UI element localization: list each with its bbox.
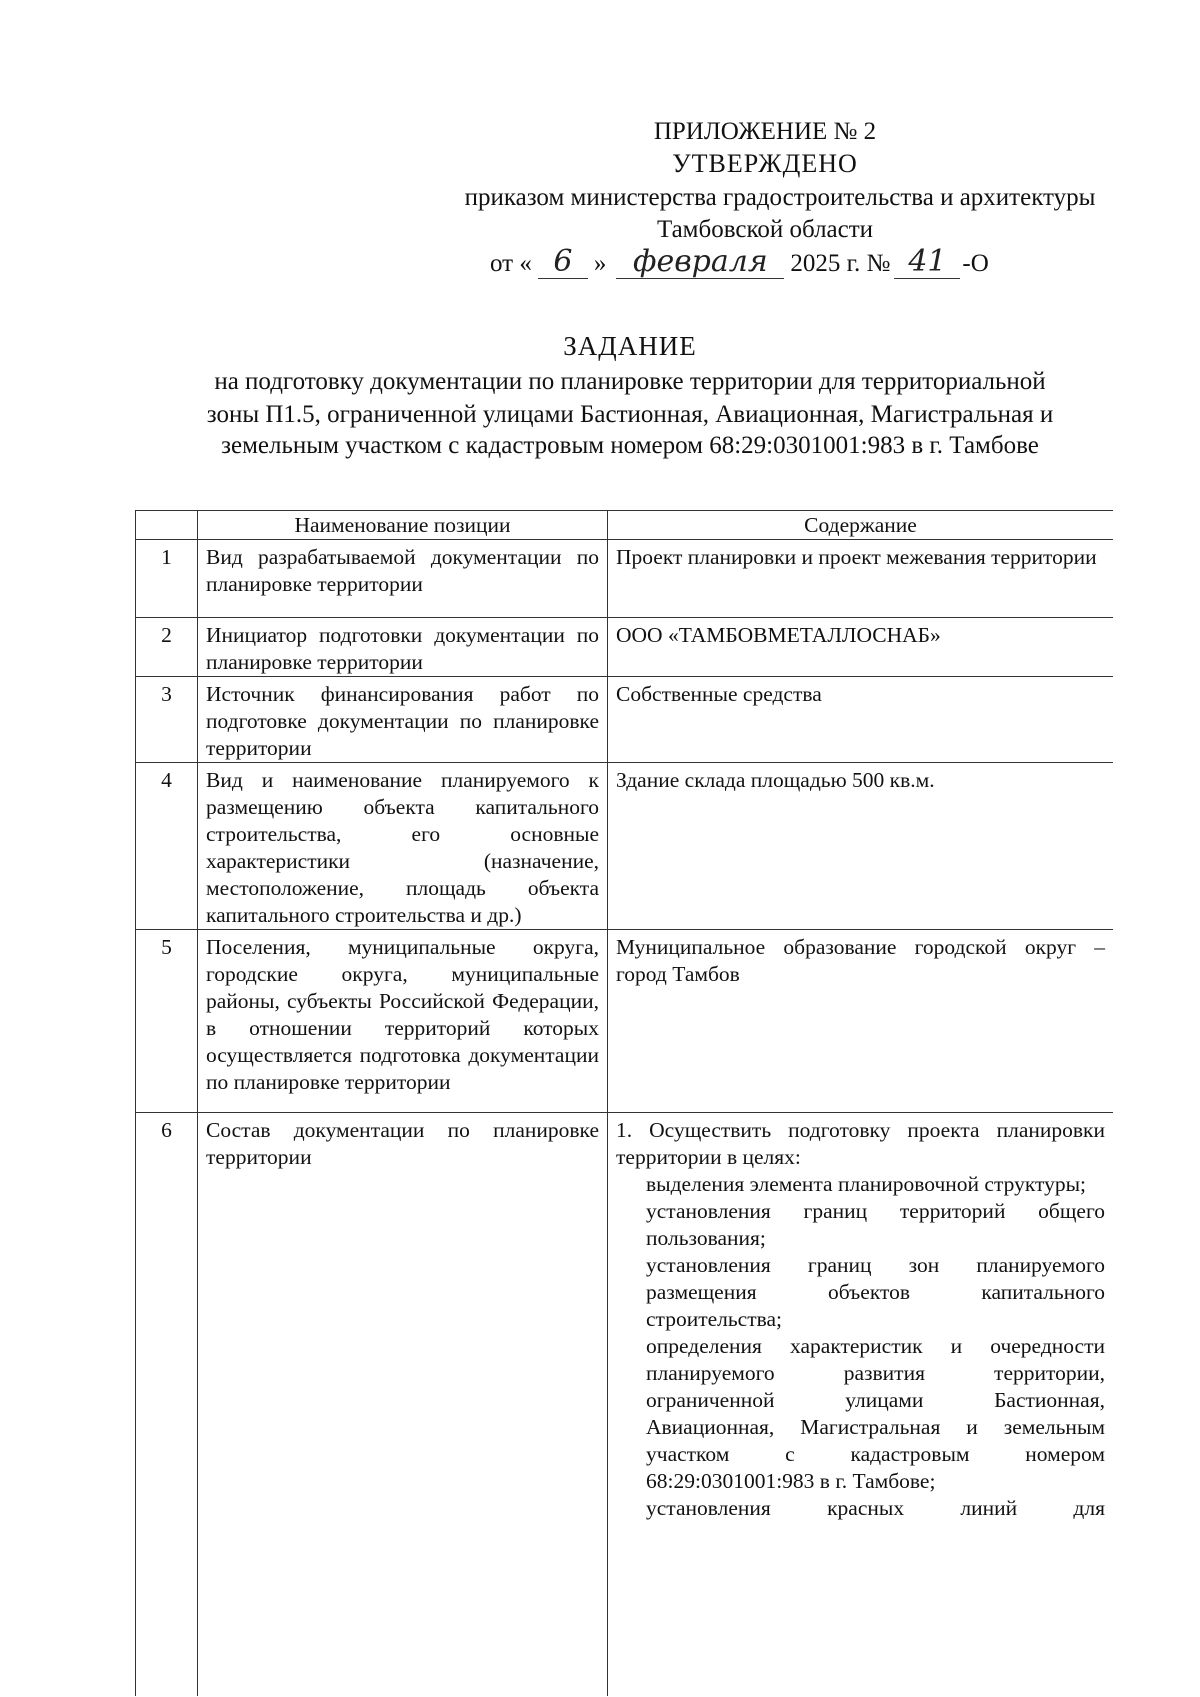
row-num: 4 — [136, 763, 198, 930]
task-table — [135, 510, 1113, 1696]
row-position: Источник финансирования работ по подготовке документации по планировке территории — [198, 677, 608, 763]
row-content: Здание склада площадью 500 кв.м. — [608, 763, 1114, 930]
content-item: выделения элемента планировочной структуры; — [646, 1172, 1087, 1196]
task-title: ЗАДАНИЕ — [563, 331, 697, 361]
handwritten-month: февраля — [616, 246, 784, 279]
row-num: 6 — [136, 1113, 198, 1697]
header-position: Наименование позиции — [198, 511, 608, 540]
table-row — [136, 540, 1114, 618]
handwritten-order-number: 41 — [894, 246, 960, 279]
date-quote-close: » — [593, 250, 607, 277]
row-position: Поселения, муниципальные округа, городские округа, муниципальные районы, субъекты Российской Федерации, в отношении территорий которых осуществляется подготовка документации по планировке территории — [198, 930, 608, 1113]
approved-label: УТВЕРЖДЕНО — [672, 149, 858, 178]
order-date-line — [490, 244, 989, 284]
content-item: установления границ зон планируемого размещения объектов капитального строительства; — [646, 1253, 1105, 1331]
order-line-2: Тамбовской области — [656, 216, 874, 243]
row-position: Инициатор подготовки документации по планировке территории — [198, 618, 608, 677]
handwritten-day: 6 — [538, 246, 588, 279]
order-line-1: приказом министерства градостроительства и архитектуры — [464, 184, 1096, 211]
header-num — [136, 511, 198, 540]
row-position: Состав документации по планировке территории — [198, 1113, 608, 1697]
date-year: 2025 г. № — [790, 250, 891, 277]
task-subtitle-line-3: земельным участком с кадастровым номером 68:29:0301001:983 в г. Тамбове — [221, 432, 1039, 459]
row-num: 3 — [136, 677, 198, 763]
row-content: Муниципальное образование городской округ – город Тамбов — [608, 930, 1114, 1113]
header-content: Содержание — [608, 511, 1114, 540]
content-item: 1. Осуществить подготовку проекта планировки территории в целях: — [616, 1118, 1105, 1169]
row-num: 2 — [136, 618, 198, 677]
row-content: Собственные средства — [608, 677, 1114, 763]
row-content: Проект планировки и проект межевания территории — [608, 540, 1114, 618]
table-row — [136, 930, 1114, 1113]
task-subtitle-line-2: зоны П1.5, ограниченной улицами Бастионная, Авиационная, Магистральная и — [206, 401, 1054, 428]
task-subtitle-line-1: на подготовку документации по планировке территории для территориальной — [214, 368, 1046, 395]
table-row — [136, 618, 1114, 677]
date-suffix: -О — [962, 250, 989, 277]
task-table-container — [135, 510, 1113, 1696]
row-content — [608, 1113, 1114, 1697]
content-item: установления границ территорий общего пользования; — [646, 1199, 1105, 1250]
appendix-label: ПРИЛОЖЕНИЕ № 2 — [653, 118, 877, 145]
table-header-row — [136, 511, 1114, 540]
table-row — [136, 1113, 1114, 1697]
content-item: определения характеристик и очередности планируемого развития территории, ограниченной улицами Бастионная, Авиационная, Магистральная и земельным участком с кадастровым номером 68:29:0301001:983 в г. Тамбове; — [646, 1334, 1105, 1493]
row-content: ООО «ТАМБОВМЕТАЛЛОСНАБ» — [608, 618, 1114, 677]
row-position: Вид разрабатываемой документации по планировке территории — [198, 540, 608, 618]
content-item: установления красных линий для — [646, 1496, 1105, 1520]
row-num: 5 — [136, 930, 198, 1113]
row-num: 1 — [136, 540, 198, 618]
table-row — [136, 763, 1114, 930]
row-position: Вид и наименование планируемого к размещению объекта капитального строительства, его основные характеристики (назначение, местоположение, площадь объекта капитального строительства и др.) — [198, 763, 608, 930]
table-row — [136, 677, 1114, 763]
date-prefix: от « — [490, 250, 532, 277]
